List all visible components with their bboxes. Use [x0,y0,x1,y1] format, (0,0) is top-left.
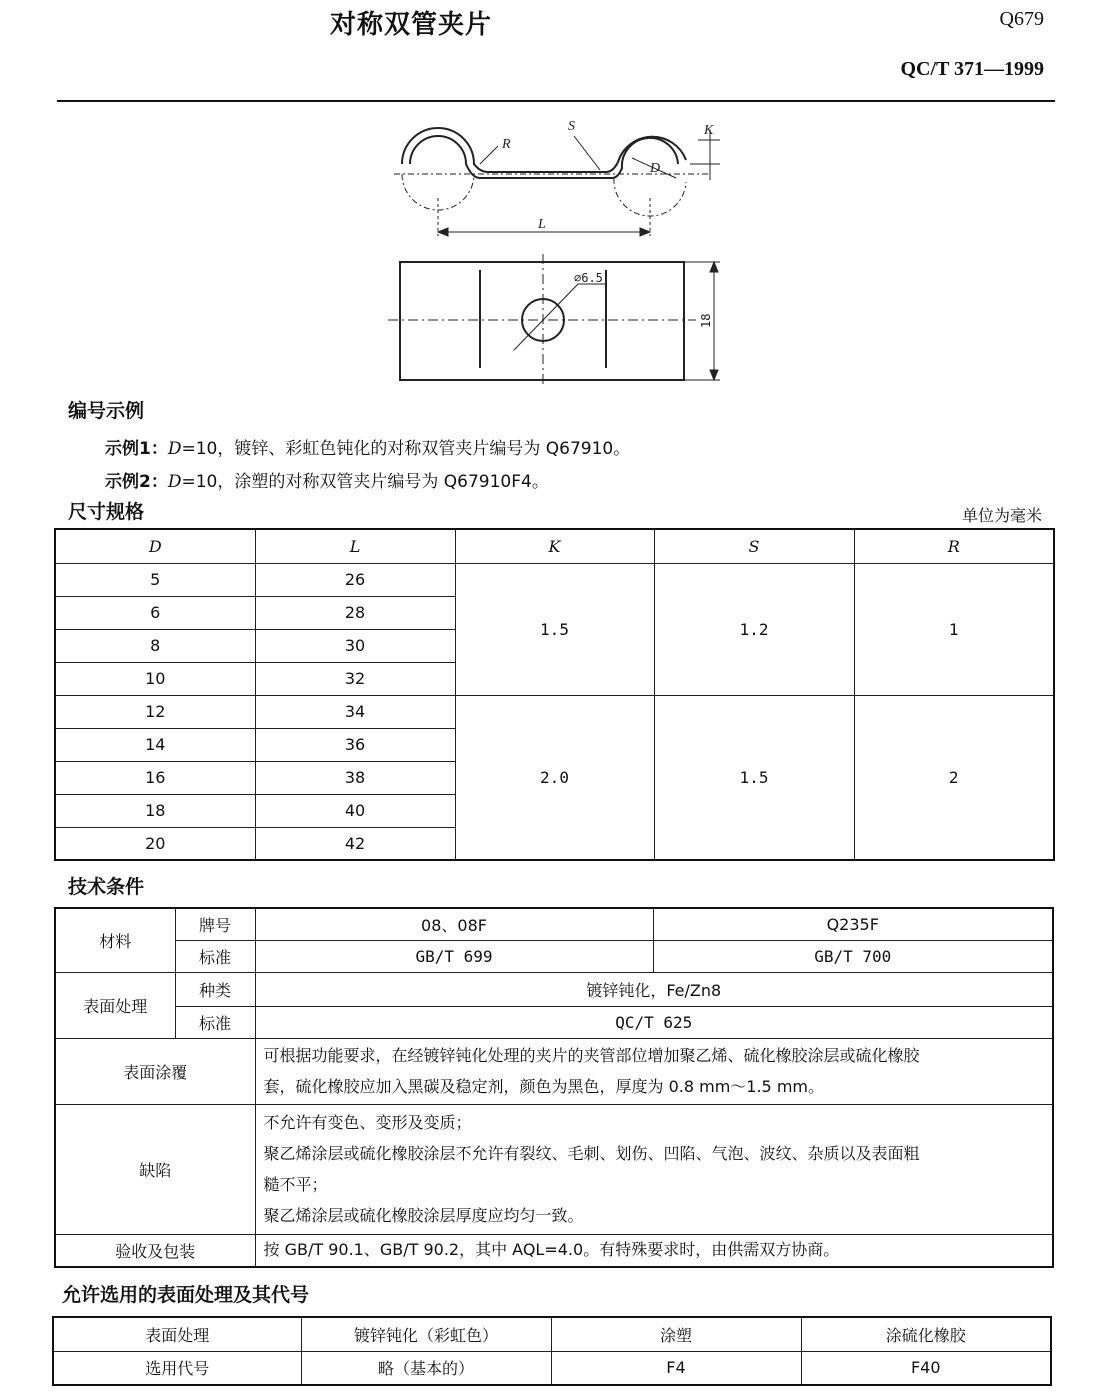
dimensions-header-row [55,529,1054,563]
surface-type-row [55,972,1053,1006]
col-s: S [654,529,854,563]
cell-d: 8 [55,629,255,662]
option-code-cell: 略（基本的） [301,1351,551,1385]
defects-row [55,1104,1053,1234]
label-l: L [538,217,546,232]
cell-l: 36 [255,728,455,761]
left-clamp-arc [402,128,686,172]
cell-s-group-2: 1.5 [654,695,854,860]
col-l: L [255,529,455,563]
material-label: 材料 [55,908,175,972]
acceptance-value: 按 GB/T 90.1、GB/T 90.2，其中 AQL=4.0。有特殊要求时，由供需双方协商。 [255,1234,1053,1267]
cell-l: 32 [255,662,455,695]
unit-note: 单位为毫米 [961,506,1042,525]
material-std-row [55,940,1053,972]
surface-std-label: 标准 [175,1006,255,1038]
defects-label: 缺陷 [55,1104,255,1234]
defects-text [255,1104,1053,1234]
option-header-cell: 镀锌钝化（彩虹色） [301,1317,551,1351]
cell-k-group-2: 2.0 [455,695,654,860]
example-1-var: D [167,439,182,459]
options-heading: 允许选用的表面处理及其代号 [62,1284,310,1306]
surface-type-value: 镀锌钝化，Fe/Zn8 [255,972,1053,1006]
cell-d: 5 [55,563,255,596]
cell-d: 20 [55,827,255,860]
options-table [52,1316,1052,1386]
technical-drawing [380,112,740,387]
label-hole: ∅6.5 [574,271,603,285]
example-2 [105,467,549,492]
coating-label: 表面涂覆 [55,1038,255,1104]
options-header-row [53,1317,1051,1351]
surface-std-value: QC/T 625 [255,1006,1053,1038]
example-1-text: =10，镀锌、彩虹色钝化的对称双管夹片编号为 Q67910。 [181,439,631,459]
cell-d: 18 [55,794,255,827]
table-row [55,563,1054,596]
example-2-label: 示例2： [105,472,168,492]
defects-line: 不允许有变色、变形及变质； [263,1113,472,1132]
example-1-label: 示例1： [105,439,168,459]
option-code-cell: F40 [801,1351,1051,1385]
option-header-cell: 表面处理 [53,1317,301,1351]
surface-std-row [55,1006,1053,1038]
cell-l: 26 [255,563,455,596]
cell-l: 38 [255,761,455,794]
label-s: S [568,119,575,134]
surface-label: 表面处理 [55,972,175,1038]
page-title: 对称双管夹片 [330,10,493,40]
grade-1: 08、08F [255,908,653,940]
col-k: K [455,529,654,563]
label-width: 18 [699,313,713,328]
cell-l: 34 [255,695,455,728]
cell-s-group-1: 1.2 [654,563,854,695]
label-r: R [502,137,511,152]
dimensions-table [54,528,1055,861]
standard-number: QC/T 371—1999 [900,58,1044,80]
example-2-text: =10，涂塑的对称双管夹片编号为 Q67910F4。 [181,472,549,492]
option-header-cell: 涂塑 [551,1317,801,1351]
cell-d: 14 [55,728,255,761]
cell-d: 12 [55,695,255,728]
cell-r-group-1: 1 [854,563,1054,695]
example-1 [105,434,630,459]
part-code: Q679 [999,8,1044,30]
defects-line: 聚乙烯涂层或硫化橡胶涂层厚度应均匀一致。 [263,1206,584,1225]
coating-text [255,1038,1053,1104]
table-row [55,695,1054,728]
cell-l: 30 [255,629,455,662]
grade-label: 牌号 [175,908,255,940]
std-2: GB/T 700 [653,940,1053,972]
cell-l: 40 [255,794,455,827]
cell-d: 10 [55,662,255,695]
tech-table [54,907,1054,1268]
col-d: D [55,529,255,563]
numbering-heading: 编号示例 [68,400,145,422]
acceptance-label: 验收及包装 [55,1234,255,1267]
defects-line: 聚乙烯涂层或硫化橡胶涂层不允许有裂纹、毛刺、划伤、凹陷、气泡、波纹、杂质以及表面粗 [263,1144,920,1163]
surface-type-label: 种类 [175,972,255,1006]
tech-heading: 技术条件 [68,876,145,898]
defects-line: 糙不平； [263,1175,328,1194]
coating-line: 可根据功能要求，在经镀锌钝化处理的夹片的夹管部位增加聚乙烯、硫化橡胶涂层或硫化橡胶 [263,1046,920,1065]
option-code-cell: F4 [551,1351,801,1385]
cell-d: 6 [55,596,255,629]
material-std-label: 标准 [175,940,255,972]
coating-line: 套，硫化橡胶应加入黑碳及稳定剂，颜色为黑色，厚度为 0.8 mm～1.5 mm。 [263,1077,824,1096]
example-2-var: D [167,472,182,492]
dimensions-heading: 尺寸规格 [68,501,145,523]
coating-row [55,1038,1053,1104]
col-r: R [854,529,1054,563]
label-d: D [650,161,661,176]
options-code-row [53,1351,1051,1385]
cell-l: 28 [255,596,455,629]
grade-2: Q235F [653,908,1053,940]
cell-l: 42 [255,827,455,860]
header-rule [57,100,1055,102]
cell-d: 16 [55,761,255,794]
cell-k-group-1: 1.5 [455,563,654,695]
acceptance-row [55,1234,1053,1267]
option-header-cell: 涂硫化橡胶 [801,1317,1051,1351]
label-k: K [704,123,714,138]
option-code-cell: 选用代号 [53,1351,301,1385]
cell-r-group-2: 2 [854,695,1054,860]
std-1: GB/T 699 [255,940,653,972]
material-grade-row [55,908,1053,940]
